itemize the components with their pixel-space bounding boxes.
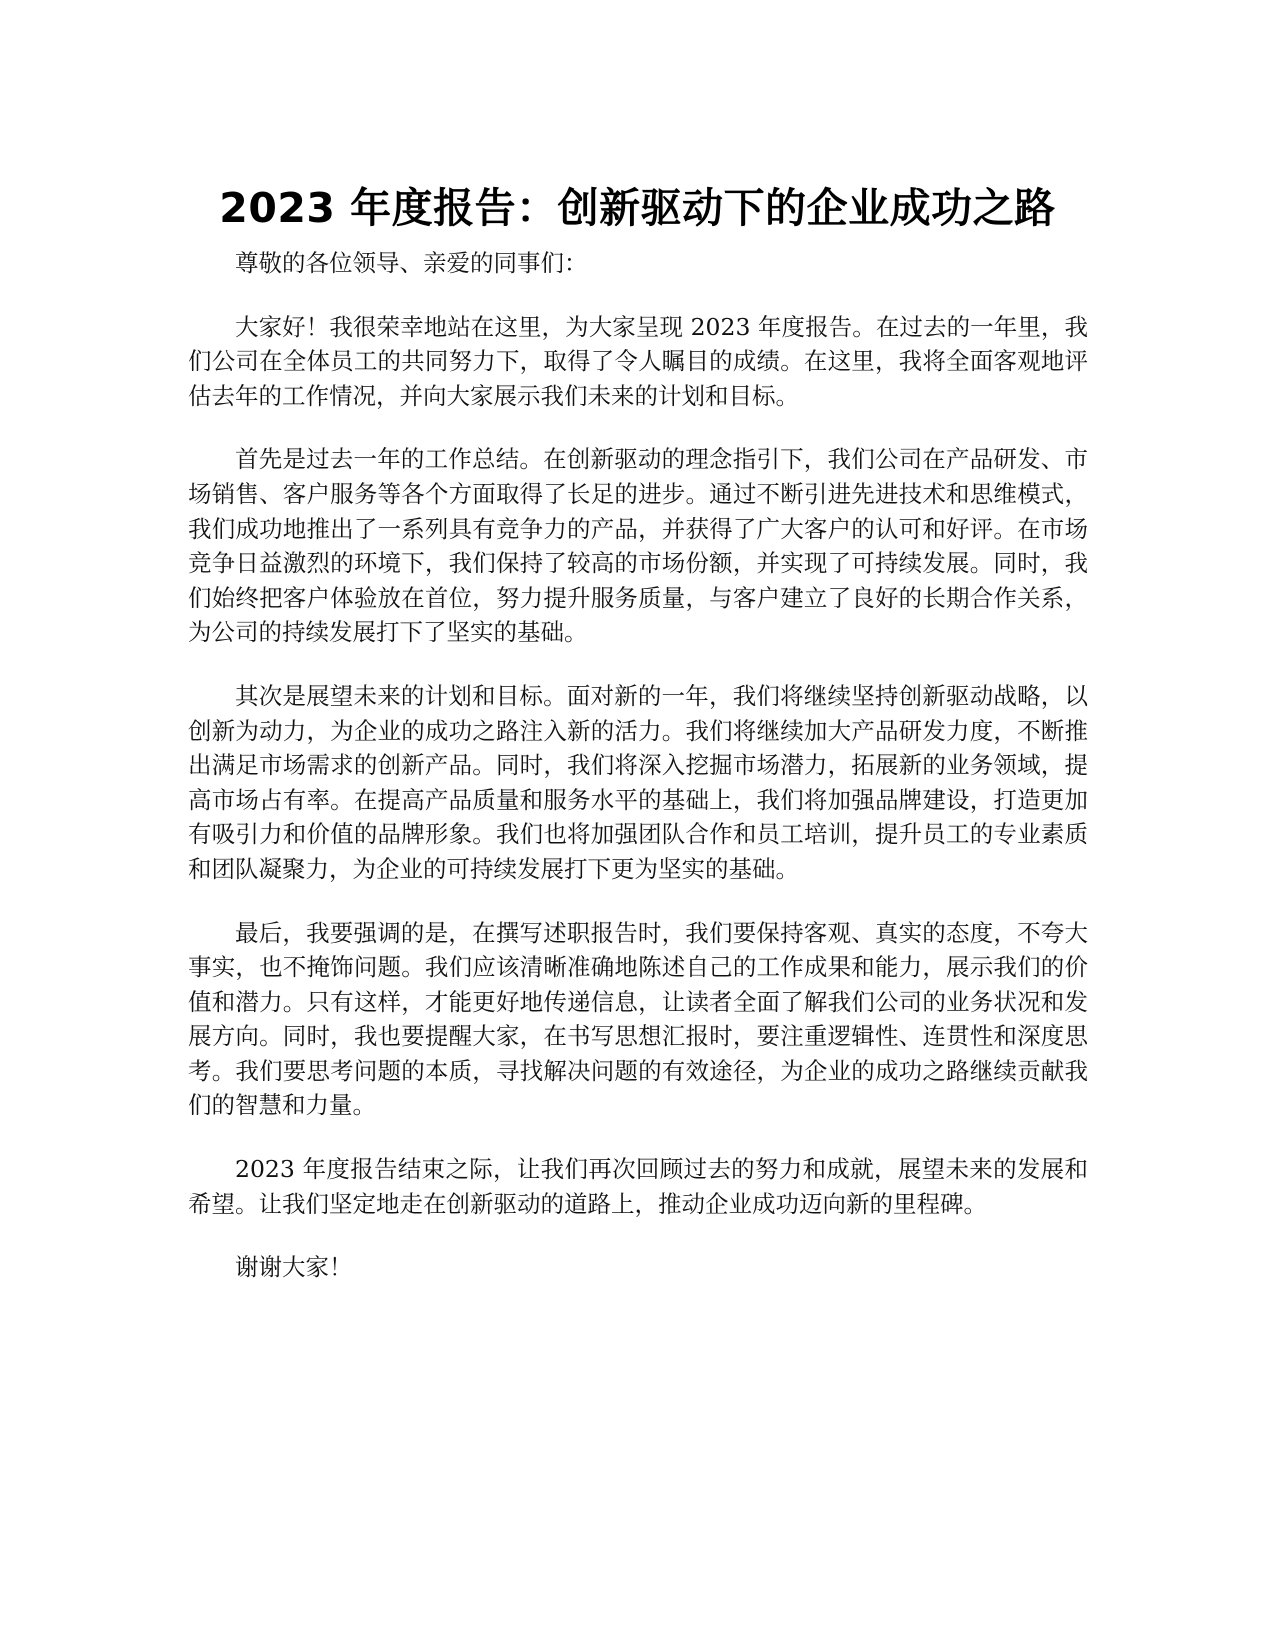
thanks-paragraph: 谢谢大家！ (235, 1253, 353, 1282)
summary-paragraph: 首先是过去一年的工作总结。在创新驱动的理念指引下，我们公司在产品研发、市场销售、客户服务等各个方面取得了长足的进步。通过不断引进先进技术和思维模式，我们成功地推出了一系列具有竞争力的产品，并获得了广大客户的认可和好评。在市场竞争日益激烈的环境下，我们保持了较高的市场份额，并实现了可持续发展。同时，我们始终把客户体验放在首位，努力提升服务质量，与客户建立了良好的长期合作关系，为公司的持续发展打下了坚实的基础。 (188, 445, 1088, 647)
emphasis-paragraph: 最后，我要强调的是，在撰写述职报告时，我们要保持客观、真实的态度，不夸大事实，也不掩饰问题。我们应该清晰准确地陈述自己的工作成果和能力，展示我们的价值和潜力。只有这样，才能更好地传递信息，让读者全面了解我们公司的业务状况和发展方向。同时，我也要提醒大家，在书写思想汇报时，要注重逻辑性、连贯性和深度思考。我们要思考问题的本质，寻找解决问题的有效途径，为企业的成功之路继续贡献我们的智慧和力量。 (188, 918, 1088, 1120)
closing-paragraph: 2023 年度报告结束之际，让我们再次回顾过去的努力和成就，展望未来的发展和希望。让我们坚定地走在创新驱动的道路上，推动企业成功迈向新的里程碑。 (188, 1155, 1088, 1218)
document-body (188, 246, 1088, 1314)
document-title: 2023 年度报告：创新驱动下的企业成功之路 (219, 184, 1056, 233)
intro-paragraph: 大家好！我很荣幸地站在这里，为大家呈现 2023 年度报告。在过去的一年里，我们公司在全体员工的共同努力下，取得了令人瞩目的成绩。在这里，我将全面客观地评估去年的工作情况，并向大家展示我们未来的计划和目标。 (188, 312, 1088, 410)
outlook-paragraph: 其次是展望未来的计划和目标。面对新的一年，我们将继续坚持创新驱动战略，以创新为动力，为企业的成功之路注入新的活力。我们将继续加大产品研发力度，不断推出满足市场需求的创新产品。同时，我们将深入挖掘市场潜力，拓展新的业务领域，提高市场占有率。在提高产品质量和服务水平的基础上，我们将加强品牌建设，打造更加有吸引力和价值的品牌形象。我们也将加强团队合作和员工培训，提升员工的专业素质和团队凝聚力，为企业的可持续发展打下更为坚实的基础。 (188, 681, 1088, 883)
salutation-paragraph: 尊敬的各位领导、亲爱的同事们： (235, 249, 588, 277)
